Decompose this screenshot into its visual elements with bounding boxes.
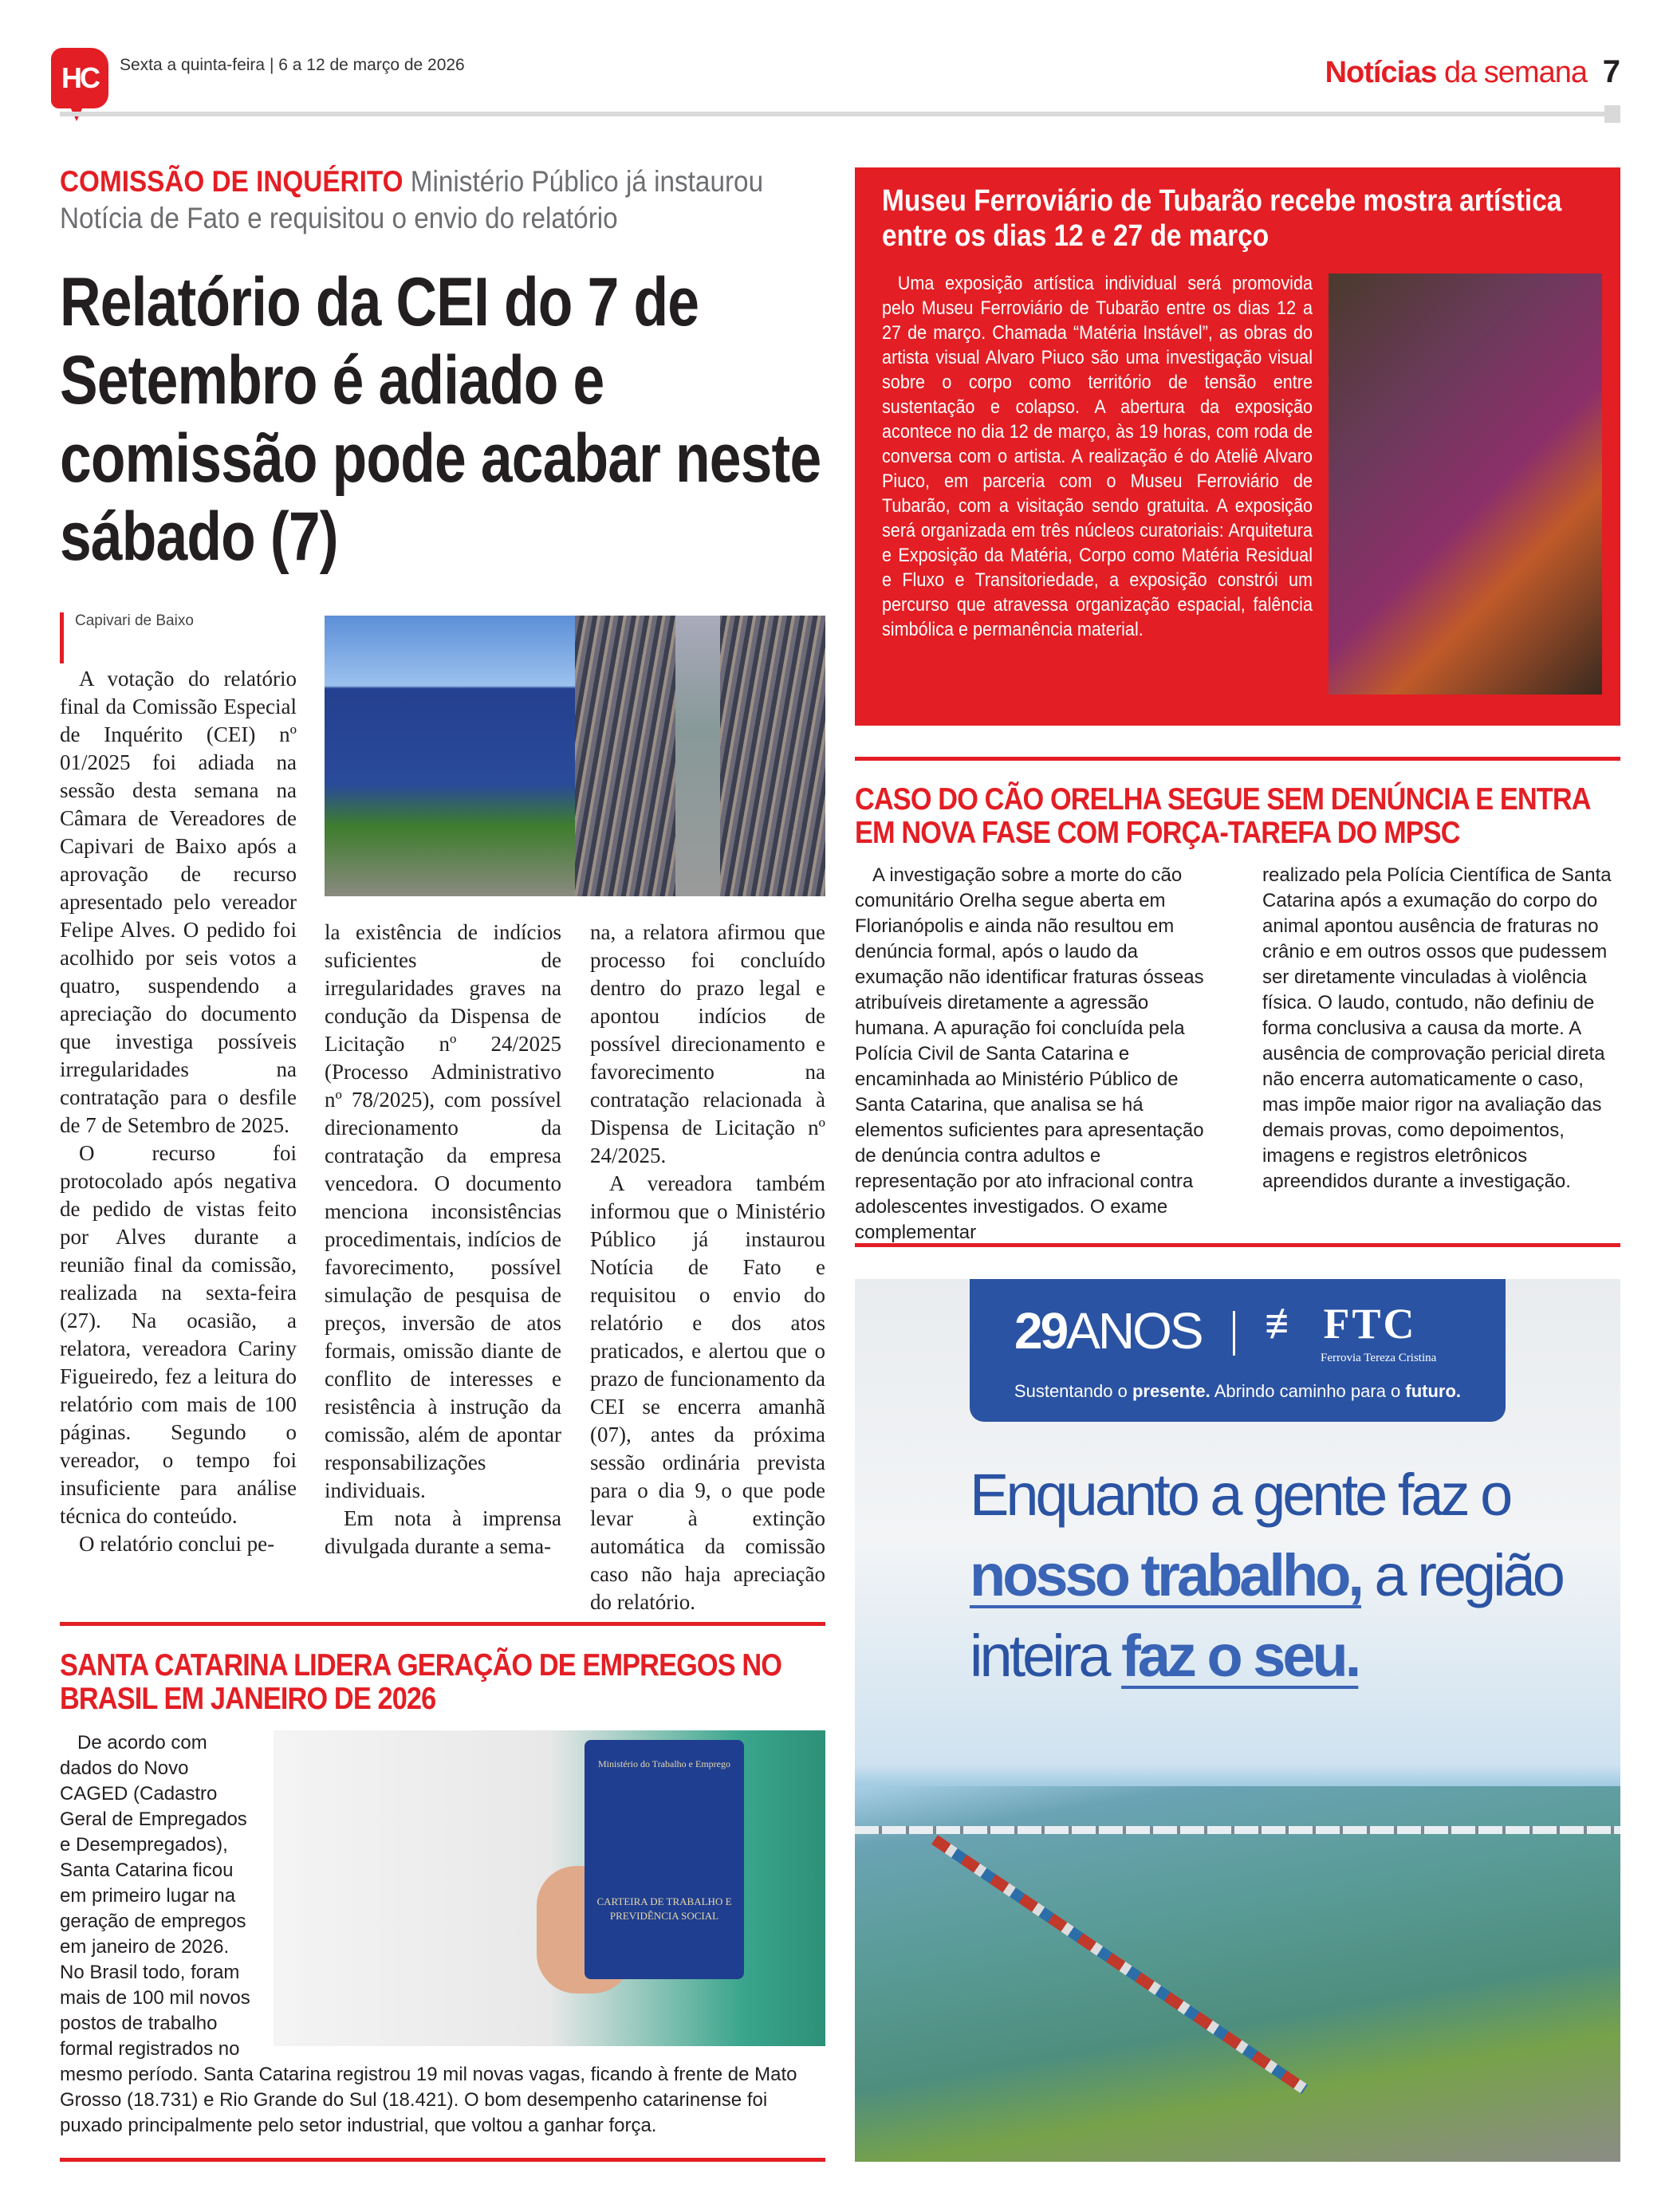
employment-body: De acordo com dados do Novo CAGED (Cadastro Geral de Empregados e Desempregados), Santa Catarina ficou em primeiro lugar na geração de empregos em janeiro de 2026. No Brasil todo, foram mais de 100 mil novos postos de trabalho formal registrados no mesmo período. Santa Catarina registrou 19 mil novas vagas, ficando à frente de Mato Grosso (18.731) e Rio Grande do Sul (18.421). O bom desempenho catarinense foi puxado principalmente pelo setor industrial, que voltou a ganhar força. xyxy=(60,1732,797,2136)
section-divider xyxy=(855,1243,1620,1247)
hc-logo xyxy=(51,48,108,108)
section-divider xyxy=(60,1622,825,1626)
ftc-advertisement xyxy=(855,1279,1620,2162)
brand-subtitle: Ferrovia Tereza Cristina xyxy=(1321,1352,1437,1364)
article-kicker xyxy=(60,163,821,237)
kicker-label: COMISSÃO DE INQUÉRITO xyxy=(60,165,403,198)
header-divider-cap xyxy=(1604,105,1620,123)
dateline-dates: 6 a 12 de março de 2026 xyxy=(278,56,465,74)
work-card-photo xyxy=(274,1730,825,2046)
museum-title: Museu Ferroviário de Tubarão recebe mostra artística entre os dias 12 e 27 de março xyxy=(882,184,1562,253)
ad-banner xyxy=(970,1279,1506,1422)
work-card xyxy=(585,1740,744,1979)
paragraph: realizado pela Polícia Científica de Santa Catarina após a exumação do corpo do animal apontou ausência de fraturas no crânio e em outros ossos que pudessem ser diretamente vinculadas à violência física. O laudo, contudo, não definiu de forma conclusiva a causa da morte. A ausência de comprovação pericial direta não encerra automaticamente o caso, mas impõe maior rigor na avaliação das demais provas, como depoimentos, imagens e registros eletrônicos apreendidos durante a investigação. xyxy=(1262,864,1612,1192)
paragraph: Uma exposição artística individual será promovida pelo Museu Ferroviário de Tubarão entre os dias 12 a 27 de março. Chamada “Matéria Instável”, as obras do artista visual Alvaro Piuco são uma investigação visual sobre o corpo como território de tensão entre sustentação e colapso. A abertura da exposição acontece no dia 12 de março, às 19 horas, com roda de conversa com o artista. A realização é do Ateliê Alvaro Piuco, em parceria com o Museu Ferroviário de Tubarão, com a visitação sendo gratuita. A exposição será organizada em três núcleos curatoriais: Arquitetura e Exposição da Matéria, Corpo como Matéria Residual e Fluxo e Transitoriedade, a exposição constrói um percurso que atravessa organização espacial, falência simbólica e permanência material. xyxy=(882,273,1313,640)
brand-name: FTC xyxy=(1323,1300,1417,1348)
header-divider xyxy=(60,112,1611,116)
train-bridge-photo xyxy=(855,1786,1620,2162)
paragraph: A vereadora também informou que o Ministério Público já instaurou Notícia de Fato e requisitou o envio do relatório e dos atos praticados, e alertou que o prazo de funcionamento da CEI se encerra amanhã (07), antes da próxima sessão ordinária prevista para o dia 9, o que pode levar à extinção automática da comissão caso não haja apreciação do relatório. xyxy=(590,1171,825,1614)
painting-image xyxy=(1329,274,1602,695)
paragraph: O relatório conclui pe- xyxy=(79,1532,275,1556)
orelha-headline: CASO DO CÃO ORELHA SEGUE SEM DENÚNCIA E ENTRA EM NOVA FASE COM FORÇA-TAREFA DO MPSC xyxy=(855,782,1590,850)
paragraph: O recurso foi protocolado após negativa de pedido de vistas feito por Alves durante a reunião final da comissão, realizada na sexta-feira (27). Na ocasião, a relatora, vereadora Cariny Figueiredo, fez a leitura do relatório com mais de 100 páginas. Segundo o vereador, o tempo foi insuficiente para análise técnica do conteúdo. xyxy=(60,1141,297,1528)
tag-part: Sustentando o xyxy=(1014,1381,1128,1401)
tag-part: futuro. xyxy=(1405,1381,1462,1401)
ad-tagline xyxy=(970,1381,1506,1402)
article-column-3 xyxy=(590,919,825,1616)
museum-box xyxy=(855,167,1620,726)
slogan-part: a região inteira xyxy=(970,1542,1562,1689)
train xyxy=(931,1835,1308,2094)
article-column-2 xyxy=(325,919,561,1561)
dateline-days: Sexta a quinta-feira xyxy=(120,56,266,74)
years-word: ANOS xyxy=(1066,1302,1202,1360)
photo-parade xyxy=(575,616,825,896)
logo-text: HC xyxy=(61,61,98,94)
orelha-column-1 xyxy=(855,863,1206,1246)
tag-part: Abrindo caminho para o xyxy=(1214,1381,1401,1401)
paragraph: A investigação sobre a morte do cão comunitário Orelha segue aberta em Florianópolis e ainda não resultou em denúncia formal, após o laudo da exumação não identificar fraturas ósseas atribuíveis diretamente a agressão humana. A apuração foi concluída pela Polícia Civil de Santa Catarina e encaminhada ao Ministério Público de Santa Catarina, que analisa se há elementos suficientes para apresentação de denúncia contra adultos e representação por ato infracional contra adolescentes investigados. O exame complementar xyxy=(855,864,1204,1243)
ad-slogan xyxy=(970,1454,1592,1696)
bridge xyxy=(855,1826,1620,1834)
paragraph: la existência de indícios suficientes de irregularidades graves na condução da Dispensa de Licitação nº 24/2025 (Processo Administrativo nº 78/2025), com possível direcionamento da contratação da empresa vencedora. O documento menciona inconsistências procedimentais, indícios de favorecimento, possível simulação de pesquisa de preços, inversão de atos formais, omissão diante de conflito de interesses e resistência à instrução da comissão, além de apontar responsabilizações individuais. xyxy=(325,920,561,1502)
article-column-1 xyxy=(60,665,297,1558)
slogan-part: Enquanto a gente faz o xyxy=(970,1462,1510,1528)
byline: Capivari de Baixo xyxy=(60,612,194,663)
ftc-logo: ≢ FTC xyxy=(1265,1300,1417,1348)
main-headline: Relatório da CEI do 7 de Setembro é adiado e comissão pode acabar neste sábado (7) xyxy=(60,264,821,575)
work-card-bottom-text: CARTEIRA DE TRABALHO E PREVIDÊNCIA SOCIAL xyxy=(596,1895,732,1922)
work-card-top-text: Ministério do Trabalho e Emprego xyxy=(598,1758,730,1769)
kicker-text: Ministério Público já instaurou Notícia de Fato e requisitou o envio do relatório xyxy=(60,165,764,234)
paragraph: Em nota à imprensa divulgada durante a sema- xyxy=(325,1506,561,1558)
museum-body xyxy=(882,271,1313,642)
tag-part: presente. xyxy=(1132,1381,1210,1401)
employment-article xyxy=(60,1730,825,2139)
article-photo xyxy=(325,616,825,896)
dateline: Sexta a quinta-feira | 6 a 12 de março de 2026 xyxy=(120,56,465,74)
photo-chamber-building xyxy=(325,616,575,896)
section-bold: Notícias xyxy=(1325,56,1437,89)
page-number: 7 xyxy=(1602,54,1620,89)
slogan-part: nosso trabalho, xyxy=(970,1542,1361,1608)
orelha-column-2 xyxy=(1262,863,1620,1195)
paragraph: na, a relatora afirmou que processo foi concluído dentro do prazo legal e apontou indícios de possível direcionamento e favorecimento na contratação relacionada à Dispensa de Licitação nº 24/2025. xyxy=(590,920,825,1167)
ad-anniversary xyxy=(1014,1303,1202,1359)
paragraph: A votação do relatório final da Comissão Especial de Inquérito (CEI) nº 01/2025 foi adiada na sessão desta semana na Câmara de Vereadores de Capivari de Baixo após a aprovação de recurso apresentado pelo vereador Felipe Alves. O pedido foi acolhido por seis votos a quatro, suspendendo a apreciação do documento que investiga possíveis irregularidades na contratação para o desfile de 7 de Setembro de 2025. xyxy=(60,667,297,1137)
section-rest: da semana xyxy=(1443,56,1587,89)
employment-headline: SANTA CATARINA LIDERA GERAÇÃO DE EMPREGOS NO BRASIL EM JANEIRO DE 2026 xyxy=(60,1648,782,1716)
section-divider xyxy=(855,757,1620,761)
ad-separator xyxy=(1233,1311,1235,1356)
years-number: 29 xyxy=(1014,1302,1067,1360)
section-divider xyxy=(60,2158,825,2162)
slogan-part: faz o seu. xyxy=(1121,1623,1359,1689)
section-title xyxy=(1325,56,1587,90)
